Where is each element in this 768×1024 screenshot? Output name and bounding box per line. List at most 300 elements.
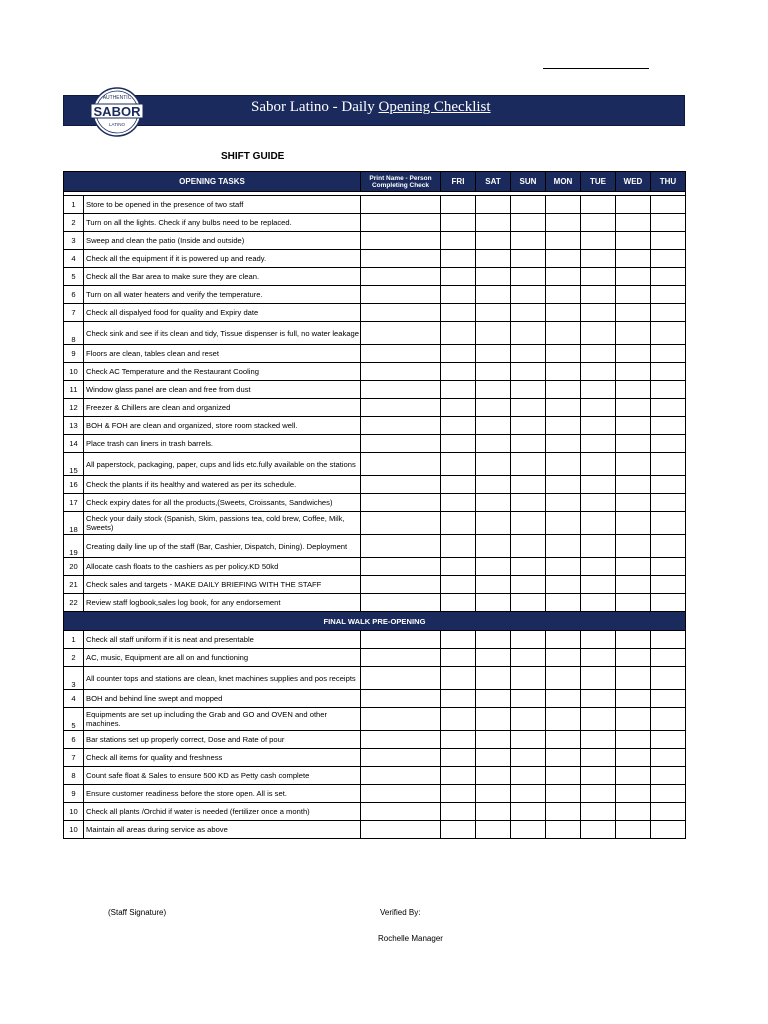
print-name-cell[interactable] [361, 381, 441, 399]
day-check-cell[interactable] [476, 785, 511, 803]
print-name-cell[interactable] [361, 708, 441, 731]
table-row [64, 494, 686, 512]
day-check-cell[interactable] [476, 417, 511, 435]
day-check-cell[interactable] [581, 250, 616, 268]
day-check-cell[interactable] [441, 399, 476, 417]
day-check-cell[interactable] [546, 667, 581, 690]
print-name-cell[interactable] [361, 322, 441, 345]
task-description: Check sink and see if its clean and tidy, Tissue dispenser is full, no water leakage [84, 322, 361, 345]
day-check-cell[interactable] [511, 535, 546, 558]
day-check-cell[interactable] [511, 399, 546, 417]
svg-text:SABOR: SABOR [93, 104, 141, 119]
day-check-cell[interactable] [651, 453, 686, 476]
day-check-cell[interactable] [581, 381, 616, 399]
day-check-cell[interactable] [581, 214, 616, 232]
day-check-cell[interactable] [616, 690, 651, 708]
day-check-cell[interactable] [651, 435, 686, 453]
day-check-cell[interactable] [651, 196, 686, 214]
col-day: TUE [581, 172, 616, 192]
day-check-cell[interactable] [546, 286, 581, 304]
day-check-cell[interactable] [476, 803, 511, 821]
day-check-cell[interactable] [511, 821, 546, 839]
day-check-cell[interactable] [441, 821, 476, 839]
print-name-cell[interactable] [361, 785, 441, 803]
print-name-cell[interactable] [361, 631, 441, 649]
day-check-cell[interactable] [616, 214, 651, 232]
day-check-cell[interactable] [511, 785, 546, 803]
day-check-cell[interactable] [441, 558, 476, 576]
day-check-cell[interactable] [441, 708, 476, 731]
day-check-cell[interactable] [546, 731, 581, 749]
day-check-cell[interactable] [546, 196, 581, 214]
day-check-cell[interactable] [511, 690, 546, 708]
row-number: 2 [64, 214, 84, 232]
day-check-cell[interactable] [546, 803, 581, 821]
day-check-cell[interactable] [546, 649, 581, 667]
day-check-cell[interactable] [581, 286, 616, 304]
task-description: Ensure customer readiness before the store open. All is set. [84, 785, 361, 803]
day-check-cell[interactable] [511, 576, 546, 594]
day-check-cell[interactable] [651, 345, 686, 363]
day-check-cell[interactable] [651, 785, 686, 803]
day-check-cell[interactable] [441, 196, 476, 214]
day-check-cell[interactable] [441, 535, 476, 558]
day-check-cell[interactable] [546, 381, 581, 399]
row-number: 5 [64, 268, 84, 286]
day-check-cell[interactable] [441, 435, 476, 453]
day-check-cell[interactable] [616, 512, 651, 535]
day-check-cell[interactable] [476, 286, 511, 304]
day-check-cell[interactable] [546, 690, 581, 708]
task-description: Check all the Bar area to make sure they are clean. [84, 268, 361, 286]
day-check-cell[interactable] [511, 731, 546, 749]
row-number: 21 [64, 576, 84, 594]
day-check-cell[interactable] [581, 708, 616, 731]
day-check-cell[interactable] [581, 322, 616, 345]
day-check-cell[interactable] [651, 767, 686, 785]
day-check-cell[interactable] [616, 576, 651, 594]
day-check-cell[interactable] [581, 196, 616, 214]
day-check-cell[interactable] [616, 494, 651, 512]
col-opening-tasks: OPENING TASKS [64, 172, 361, 192]
day-check-cell[interactable] [651, 708, 686, 731]
day-check-cell[interactable] [616, 232, 651, 250]
day-check-cell[interactable] [476, 821, 511, 839]
day-check-cell[interactable] [476, 576, 511, 594]
day-check-cell[interactable] [511, 453, 546, 476]
day-check-cell[interactable] [511, 594, 546, 612]
final-walk-body [64, 631, 686, 839]
day-check-cell[interactable] [511, 363, 546, 381]
day-check-cell[interactable] [441, 286, 476, 304]
day-check-cell[interactable] [441, 322, 476, 345]
row-number: 7 [64, 749, 84, 767]
day-check-cell[interactable] [616, 708, 651, 731]
day-check-cell[interactable] [546, 363, 581, 381]
day-check-cell[interactable] [546, 494, 581, 512]
day-check-cell[interactable] [616, 667, 651, 690]
day-check-cell[interactable] [616, 558, 651, 576]
day-check-cell[interactable] [651, 250, 686, 268]
day-check-cell[interactable] [651, 494, 686, 512]
day-check-cell[interactable] [581, 767, 616, 785]
day-check-cell[interactable] [651, 381, 686, 399]
day-check-cell[interactable] [581, 667, 616, 690]
day-check-cell[interactable] [441, 363, 476, 381]
section-header-row [64, 612, 686, 631]
print-name-cell[interactable] [361, 690, 441, 708]
day-check-cell[interactable] [651, 232, 686, 250]
day-check-cell[interactable] [581, 594, 616, 612]
day-check-cell[interactable] [616, 345, 651, 363]
day-check-cell[interactable] [616, 286, 651, 304]
day-check-cell[interactable] [511, 494, 546, 512]
day-check-cell[interactable] [651, 749, 686, 767]
day-check-cell[interactable] [651, 821, 686, 839]
day-check-cell[interactable] [651, 649, 686, 667]
row-number: 8 [64, 767, 84, 785]
day-check-cell[interactable] [441, 631, 476, 649]
day-check-cell[interactable] [511, 558, 546, 576]
print-name-cell[interactable] [361, 268, 441, 286]
day-check-cell[interactable] [581, 363, 616, 381]
day-check-cell[interactable] [651, 304, 686, 322]
day-check-cell[interactable] [441, 304, 476, 322]
day-check-cell[interactable] [441, 345, 476, 363]
print-name-cell[interactable] [361, 494, 441, 512]
day-check-cell[interactable] [441, 667, 476, 690]
day-check-cell[interactable] [546, 749, 581, 767]
col-day: MON [546, 172, 581, 192]
day-check-cell[interactable] [546, 558, 581, 576]
day-check-cell[interactable] [616, 767, 651, 785]
day-check-cell[interactable] [616, 435, 651, 453]
day-check-cell[interactable] [476, 322, 511, 345]
day-check-cell[interactable] [581, 512, 616, 535]
day-check-cell[interactable] [546, 767, 581, 785]
day-check-cell[interactable] [511, 435, 546, 453]
day-check-cell[interactable] [546, 345, 581, 363]
day-check-cell[interactable] [616, 196, 651, 214]
day-check-cell[interactable] [581, 803, 616, 821]
print-name-cell[interactable] [361, 453, 441, 476]
day-check-cell[interactable] [651, 558, 686, 576]
day-check-cell[interactable] [546, 214, 581, 232]
day-check-cell[interactable] [546, 417, 581, 435]
day-check-cell[interactable] [581, 649, 616, 667]
print-name-cell[interactable] [361, 232, 441, 250]
day-check-cell[interactable] [476, 250, 511, 268]
day-check-cell[interactable] [476, 690, 511, 708]
print-name-cell[interactable] [361, 250, 441, 268]
day-check-cell[interactable] [581, 576, 616, 594]
day-check-cell[interactable] [441, 453, 476, 476]
day-check-cell[interactable] [616, 631, 651, 649]
table-row [64, 196, 686, 214]
day-check-cell[interactable] [441, 381, 476, 399]
task-description: BOH and behind line swept and mopped [84, 690, 361, 708]
day-check-cell[interactable] [546, 512, 581, 535]
day-check-cell[interactable] [616, 535, 651, 558]
day-check-cell[interactable] [651, 512, 686, 535]
row-number: 12 [64, 399, 84, 417]
day-check-cell[interactable] [651, 417, 686, 435]
day-check-cell[interactable] [546, 232, 581, 250]
day-check-cell[interactable] [616, 803, 651, 821]
task-description: Freezer & Chillers are clean and organized [84, 399, 361, 417]
day-check-cell[interactable] [511, 381, 546, 399]
day-check-cell[interactable] [476, 435, 511, 453]
task-description: Check all plants /Orchid if water is needed (fertilizer once a month) [84, 803, 361, 821]
day-check-cell[interactable] [651, 667, 686, 690]
day-check-cell[interactable] [581, 731, 616, 749]
day-check-cell[interactable] [441, 214, 476, 232]
day-check-cell[interactable] [476, 558, 511, 576]
print-name-cell[interactable] [361, 435, 441, 453]
day-check-cell[interactable] [651, 363, 686, 381]
day-check-cell[interactable] [476, 731, 511, 749]
day-check-cell[interactable] [441, 690, 476, 708]
day-check-cell[interactable] [476, 512, 511, 535]
day-check-cell[interactable] [476, 196, 511, 214]
table-row [64, 453, 686, 476]
day-check-cell[interactable] [581, 435, 616, 453]
day-check-cell[interactable] [476, 631, 511, 649]
day-check-cell[interactable] [651, 399, 686, 417]
day-check-cell[interactable] [581, 749, 616, 767]
day-check-cell[interactable] [581, 476, 616, 494]
print-name-cell[interactable] [361, 767, 441, 785]
day-check-cell[interactable] [511, 304, 546, 322]
day-check-cell[interactable] [441, 268, 476, 286]
print-name-cell[interactable] [361, 417, 441, 435]
day-check-cell[interactable] [616, 453, 651, 476]
print-name-cell[interactable] [361, 363, 441, 381]
day-check-cell[interactable] [441, 731, 476, 749]
print-name-cell[interactable] [361, 345, 441, 363]
day-check-cell[interactable] [581, 535, 616, 558]
day-check-cell[interactable] [581, 417, 616, 435]
day-check-cell[interactable] [581, 399, 616, 417]
day-check-cell[interactable] [546, 453, 581, 476]
day-check-cell[interactable] [441, 767, 476, 785]
day-check-cell[interactable] [581, 631, 616, 649]
print-name-cell[interactable] [361, 535, 441, 558]
day-check-cell[interactable] [476, 749, 511, 767]
day-check-cell[interactable] [651, 576, 686, 594]
day-check-cell[interactable] [476, 767, 511, 785]
print-name-cell[interactable] [361, 196, 441, 214]
day-check-cell[interactable] [511, 631, 546, 649]
day-check-cell[interactable] [651, 803, 686, 821]
day-check-cell[interactable] [651, 268, 686, 286]
day-check-cell[interactable] [651, 286, 686, 304]
day-check-cell[interactable] [616, 731, 651, 749]
day-check-cell[interactable] [511, 322, 546, 345]
task-description: Check all items for quality and freshness [84, 749, 361, 767]
day-check-cell[interactable] [476, 649, 511, 667]
day-check-cell[interactable] [581, 232, 616, 250]
checklist-table [63, 171, 686, 839]
print-name-cell[interactable] [361, 667, 441, 690]
day-check-cell[interactable] [581, 345, 616, 363]
day-check-cell[interactable] [616, 594, 651, 612]
day-check-cell[interactable] [441, 785, 476, 803]
day-check-cell[interactable] [546, 631, 581, 649]
day-check-cell[interactable] [476, 214, 511, 232]
day-check-cell[interactable] [546, 535, 581, 558]
day-check-cell[interactable] [581, 821, 616, 839]
day-check-cell[interactable] [441, 576, 476, 594]
day-check-cell[interactable] [441, 250, 476, 268]
day-check-cell[interactable] [511, 232, 546, 250]
day-check-cell[interactable] [441, 417, 476, 435]
day-check-cell[interactable] [441, 512, 476, 535]
day-check-cell[interactable] [581, 453, 616, 476]
day-check-cell[interactable] [546, 476, 581, 494]
print-name-cell[interactable] [361, 821, 441, 839]
day-check-cell[interactable] [581, 785, 616, 803]
section-header-body [64, 612, 686, 631]
day-check-cell[interactable] [441, 232, 476, 250]
day-check-cell[interactable] [546, 322, 581, 345]
day-check-cell[interactable] [511, 345, 546, 363]
day-check-cell[interactable] [616, 476, 651, 494]
day-check-cell[interactable] [476, 381, 511, 399]
day-check-cell[interactable] [476, 268, 511, 286]
day-check-cell[interactable] [441, 749, 476, 767]
day-check-cell[interactable] [581, 268, 616, 286]
day-check-cell[interactable] [441, 594, 476, 612]
day-check-cell[interactable] [511, 268, 546, 286]
day-check-cell[interactable] [651, 214, 686, 232]
task-description: Floors are clean, tables clean and reset [84, 345, 361, 363]
day-check-cell[interactable] [616, 268, 651, 286]
day-check-cell[interactable] [581, 304, 616, 322]
col-day: WED [616, 172, 651, 192]
table-row [64, 381, 686, 399]
shift-guide-label: SHIFT GUIDE [221, 151, 285, 162]
day-check-cell[interactable] [476, 345, 511, 363]
day-check-cell[interactable] [511, 286, 546, 304]
day-check-cell[interactable] [616, 304, 651, 322]
day-check-cell[interactable] [616, 322, 651, 345]
day-check-cell[interactable] [476, 594, 511, 612]
day-check-cell[interactable] [546, 268, 581, 286]
day-check-cell[interactable] [511, 196, 546, 214]
day-check-cell[interactable] [476, 363, 511, 381]
day-check-cell[interactable] [476, 232, 511, 250]
day-check-cell[interactable] [511, 749, 546, 767]
day-check-cell[interactable] [476, 667, 511, 690]
day-check-cell[interactable] [616, 381, 651, 399]
print-name-cell[interactable] [361, 749, 441, 767]
day-check-cell[interactable] [476, 535, 511, 558]
print-name-cell[interactable] [361, 803, 441, 821]
day-check-cell[interactable] [511, 649, 546, 667]
day-check-cell[interactable] [581, 690, 616, 708]
day-check-cell[interactable] [441, 494, 476, 512]
day-check-cell[interactable] [651, 594, 686, 612]
day-check-cell[interactable] [546, 435, 581, 453]
task-description: All counter tops and stations are clean, knet machines supplies and pos receipts [84, 667, 361, 690]
day-check-cell[interactable] [546, 821, 581, 839]
table-row [64, 232, 686, 250]
day-check-cell[interactable] [511, 250, 546, 268]
day-check-cell[interactable] [511, 708, 546, 731]
day-check-cell[interactable] [511, 417, 546, 435]
day-check-cell[interactable] [476, 453, 511, 476]
day-check-cell[interactable] [441, 803, 476, 821]
print-name-cell[interactable] [361, 286, 441, 304]
day-check-cell[interactable] [511, 667, 546, 690]
day-check-cell[interactable] [616, 749, 651, 767]
day-check-cell[interactable] [616, 250, 651, 268]
day-check-cell[interactable] [651, 535, 686, 558]
task-description: Bar stations set up properly correct, Dose and Rate of pour [84, 731, 361, 749]
day-check-cell[interactable] [616, 821, 651, 839]
day-check-cell[interactable] [546, 250, 581, 268]
table-row [64, 417, 686, 435]
print-name-cell[interactable] [361, 476, 441, 494]
task-description: Check all staff uniform if it is neat and presentable [84, 631, 361, 649]
print-name-cell[interactable] [361, 649, 441, 667]
day-check-cell[interactable] [616, 417, 651, 435]
table-row [64, 286, 686, 304]
day-check-cell[interactable] [546, 785, 581, 803]
day-check-cell[interactable] [546, 304, 581, 322]
day-check-cell[interactable] [441, 649, 476, 667]
day-check-cell[interactable] [546, 399, 581, 417]
table-row [64, 821, 686, 839]
day-check-cell[interactable] [476, 494, 511, 512]
day-check-cell[interactable] [476, 399, 511, 417]
day-check-cell[interactable] [476, 304, 511, 322]
day-check-cell[interactable] [616, 363, 651, 381]
day-check-cell[interactable] [546, 594, 581, 612]
day-check-cell[interactable] [476, 708, 511, 731]
day-check-cell[interactable] [581, 494, 616, 512]
day-check-cell[interactable] [581, 558, 616, 576]
day-check-cell[interactable] [546, 708, 581, 731]
task-description: Count safe float & Sales to ensure 500 KD as Petty cash complete [84, 767, 361, 785]
day-check-cell[interactable] [651, 322, 686, 345]
day-check-cell[interactable] [546, 576, 581, 594]
print-name-cell[interactable] [361, 731, 441, 749]
print-name-cell[interactable] [361, 594, 441, 612]
day-check-cell[interactable] [511, 214, 546, 232]
day-check-cell[interactable] [511, 476, 546, 494]
day-check-cell[interactable] [651, 631, 686, 649]
day-check-cell[interactable] [511, 803, 546, 821]
print-name-cell[interactable] [361, 576, 441, 594]
day-check-cell[interactable] [476, 476, 511, 494]
day-check-cell[interactable] [651, 690, 686, 708]
print-name-cell[interactable] [361, 512, 441, 535]
day-check-cell[interactable] [616, 399, 651, 417]
day-check-cell[interactable] [511, 767, 546, 785]
day-check-cell[interactable] [651, 731, 686, 749]
print-name-cell[interactable] [361, 214, 441, 232]
print-name-cell[interactable] [361, 399, 441, 417]
day-check-cell[interactable] [616, 649, 651, 667]
day-check-cell[interactable] [441, 476, 476, 494]
day-check-cell[interactable] [651, 476, 686, 494]
day-check-cell[interactable] [616, 785, 651, 803]
print-name-cell[interactable] [361, 304, 441, 322]
day-check-cell[interactable] [511, 512, 546, 535]
print-name-cell[interactable] [361, 558, 441, 576]
